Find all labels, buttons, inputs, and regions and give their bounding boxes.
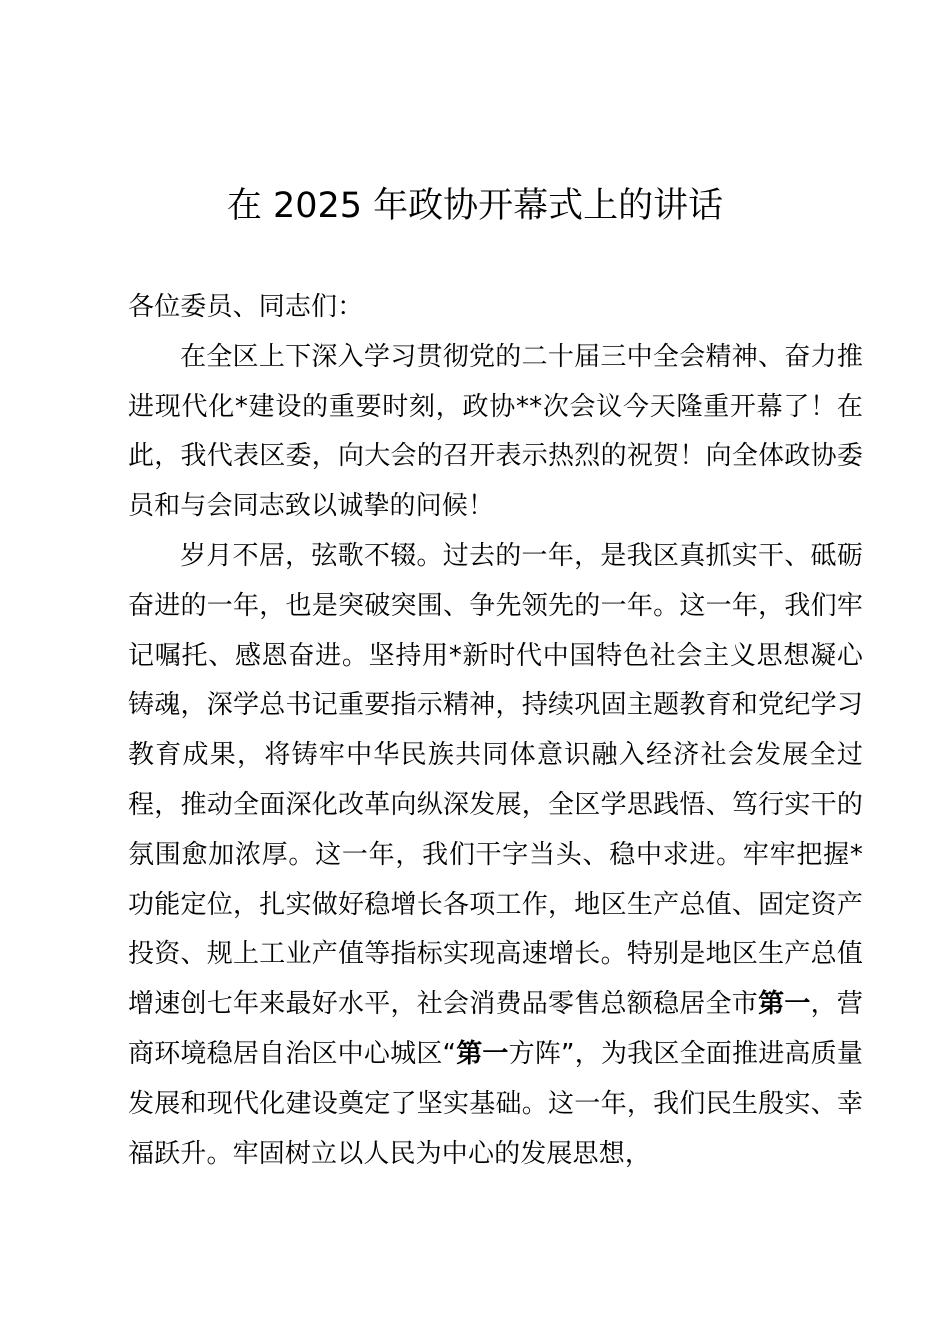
paragraph-review-text-1: 岁月不居，弦歌不辍。过去的一年，是我区真抓实干、砥砺奋进的一年，也是突破突围、争先领先的一年。这一年，我们牢记嘱托、感恩奋进。坚持用*新时代中国特色社会主义思想凝心铸魂，深学总书记重要指示精神，持续巩固主题教育和党纪学习教育成果，将铸牢中华民族共同体意识融入经济社会发展全过程，推动全面深化改革向纵深发展，全区学思践悟、笃行实干的氛围愈加浓厚。这一年，我们干字当头、稳中求进。牢牢把握*功能定位，扎实做好稳增长各项工作，地区生产总值、固定资产投资、规上工业产值等指标实现高速增长。特别是地区生产总值增速创七年来最好水平，社会消费品零售总额稳居全市 xyxy=(128,540,863,1020)
document-title: 在 2025 年政协开幕式上的讲话 xyxy=(226,186,724,226)
emphasis-first-2: 第一 xyxy=(456,1038,509,1069)
salutation: 各位委员、同志们： xyxy=(128,292,364,322)
paragraph-opening: 在全区上下深入学习贯彻党的二十届三中全会精神、奋力推进现代化*建设的重要时刻，政协**次会议今天隆重开幕了！在此，我代表区委，向大会的召开表示热烈的祝贺！向全体政协委员和与会同志致以诚挚的问候！ xyxy=(128,341,863,522)
paragraph-review-text-2: ，营商环境稳居自治区中心城区“ xyxy=(128,989,863,1069)
emphasis-first-1: 第一 xyxy=(758,989,811,1020)
paragraph-review-text-3: 方阵”，为我区全面推进高质量发展和现代化建设奠定了坚实基础。这一年，我们民生殷实、幸福跃升。牢固树立以人民为中心的发展思想， xyxy=(128,1038,863,1169)
paragraph-review xyxy=(128,532,863,1179)
document-body xyxy=(128,283,863,1179)
